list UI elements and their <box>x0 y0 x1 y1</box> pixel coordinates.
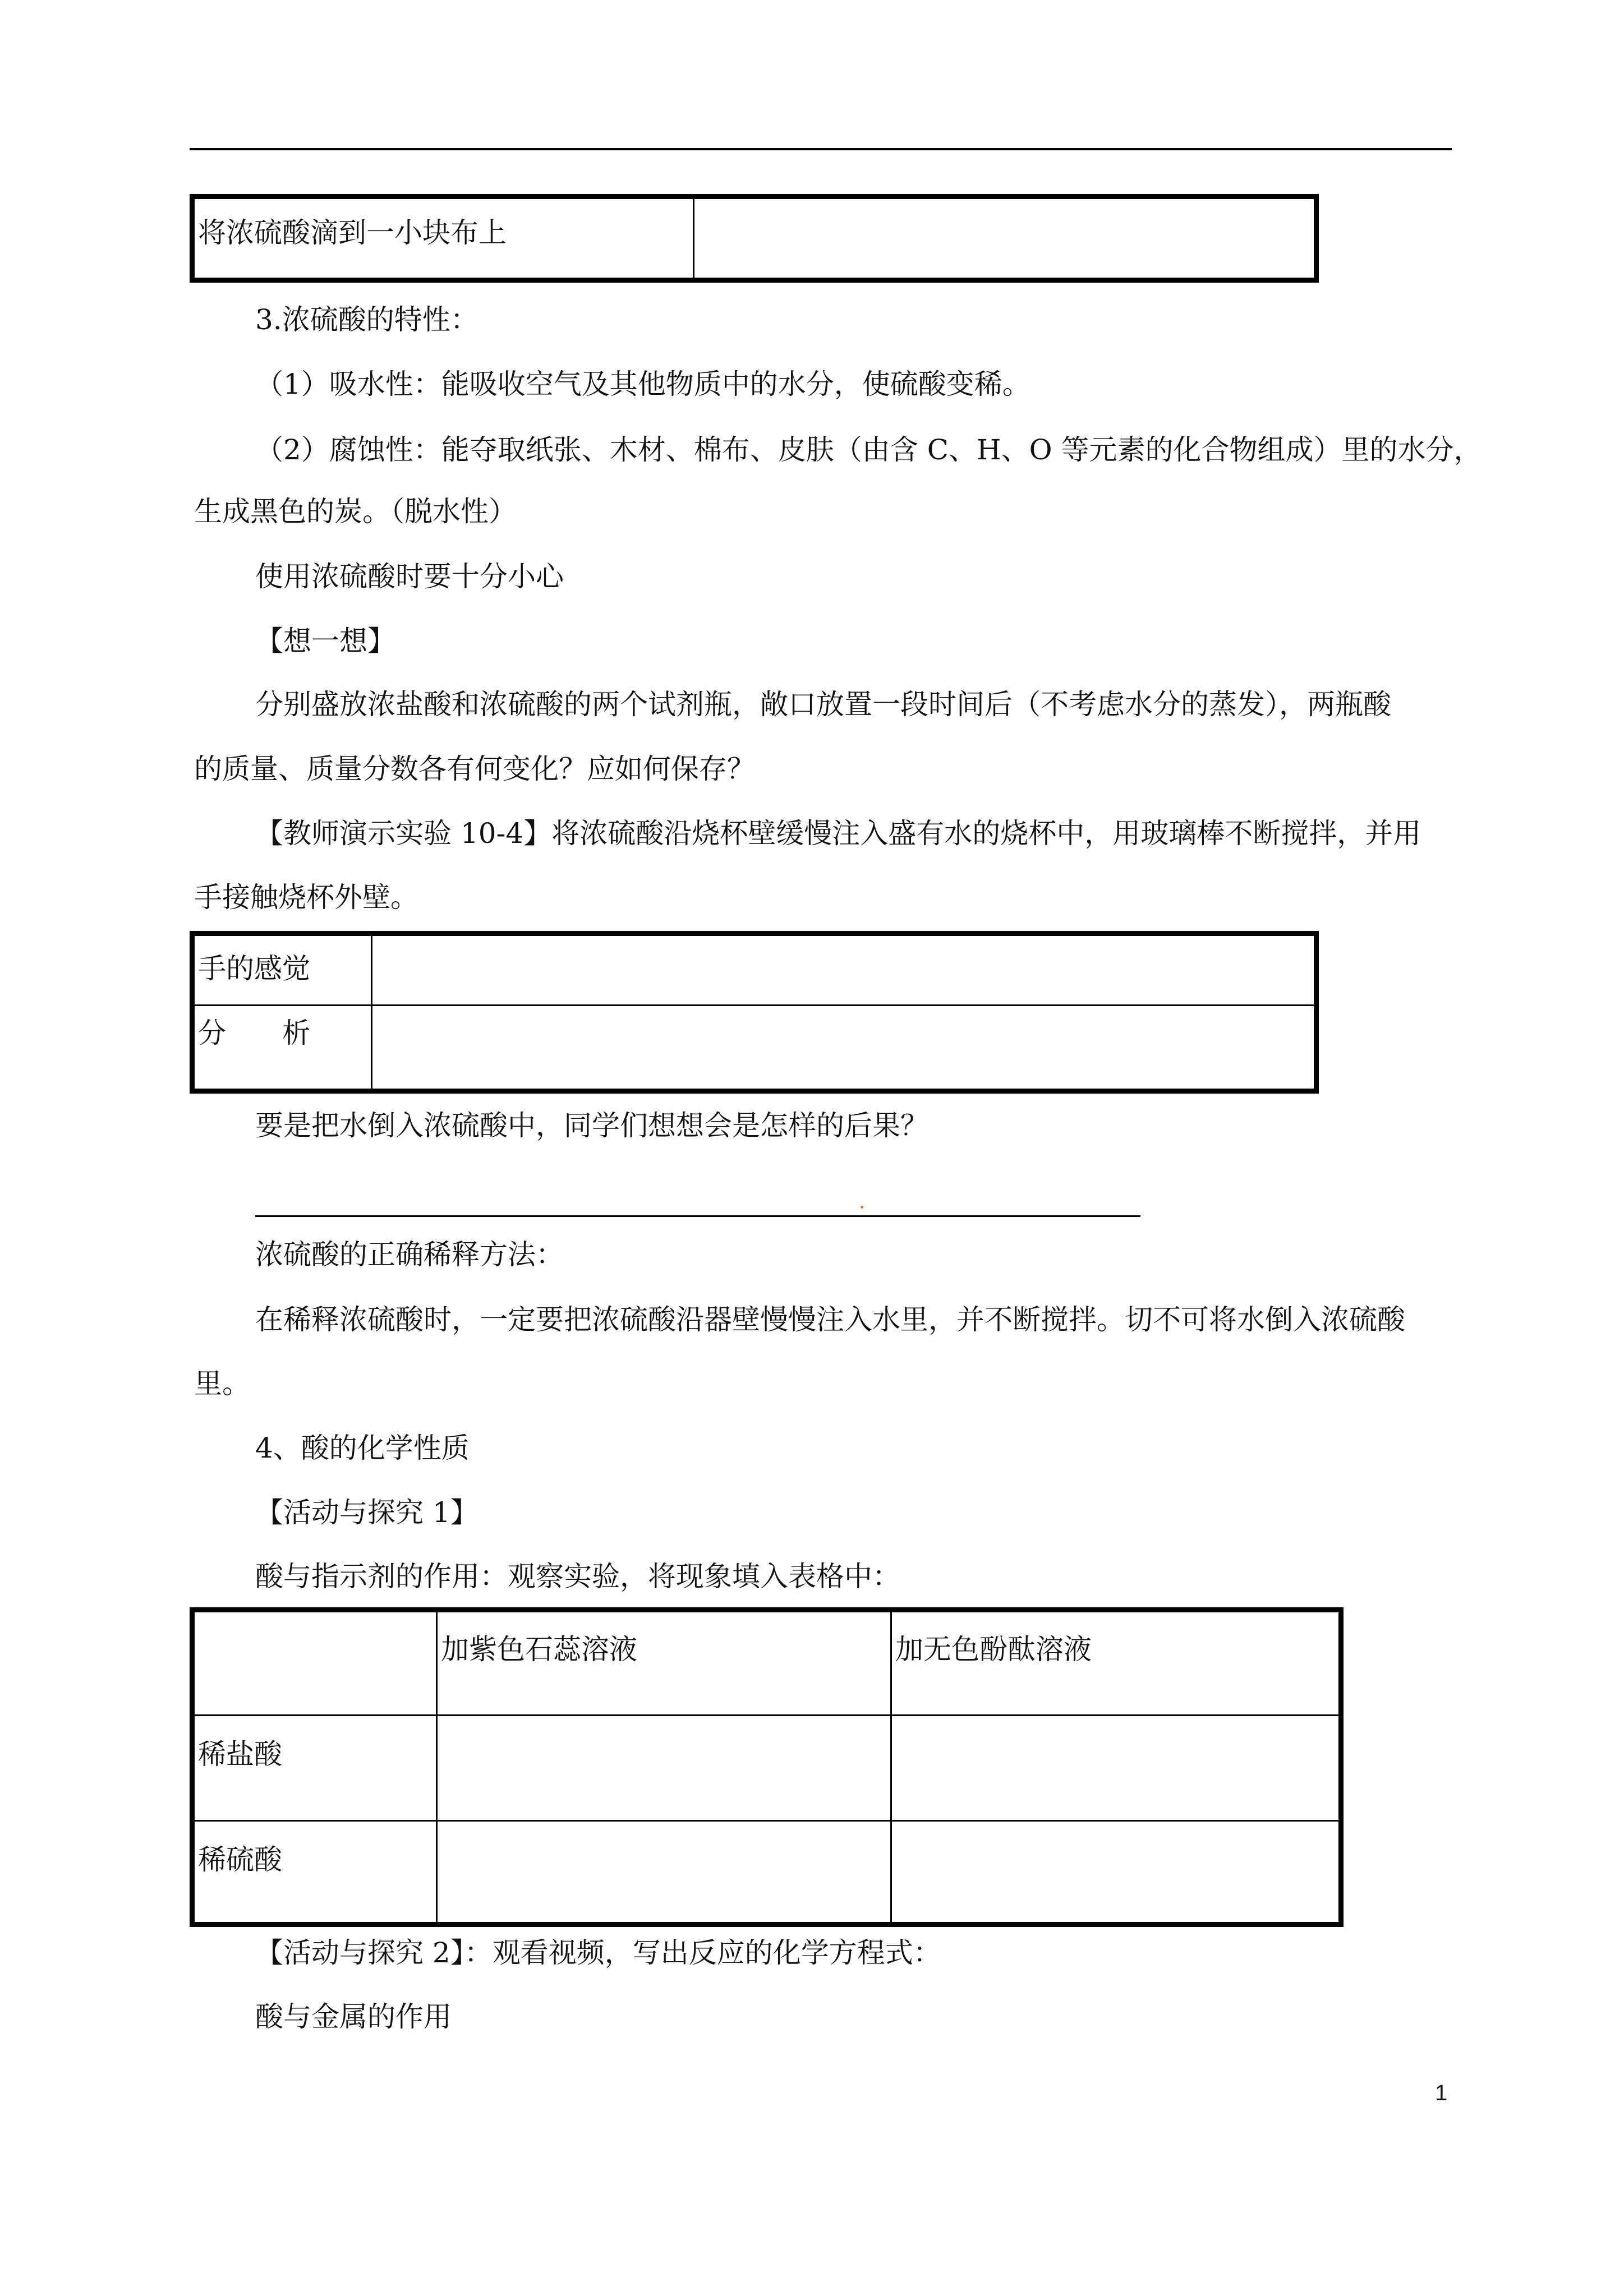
table-row <box>192 1821 1341 1925</box>
stray-mark <box>861 1206 863 1209</box>
analysis-label: 分 析 <box>192 1006 372 1091</box>
dilution-text-line2: 里。 <box>194 1367 250 1400</box>
cell-hcl-phenolphthalein <box>891 1716 1341 1821</box>
row-label-h2so4: 稀硫酸 <box>192 1821 437 1925</box>
think-text-line2: 的质量、质量分数各有何变化？应如何保存？ <box>194 753 755 785</box>
hand-feeling-cell <box>372 934 1317 1006</box>
header-rule <box>190 148 1452 150</box>
demo-text-line2: 手接触烧杯外壁。 <box>194 881 418 914</box>
dilution-title: 浓硫酸的正确稀释方法： <box>255 1238 564 1271</box>
activity2-text: 【活动与探究 2】：观看视频，写出反应的化学方程式： <box>255 1937 941 1969</box>
cell-h2so4-phenolphthalein <box>891 1821 1341 1925</box>
cell-hcl-litmus <box>437 1716 891 1821</box>
acid-metal-text: 酸与金属的作用 <box>255 2000 452 2033</box>
question-text: 要是把水倒入浓硫酸中，同学们想想会是怎样的后果？ <box>255 1109 928 1142</box>
caution-text: 使用浓硫酸时要十分小心 <box>255 560 564 593</box>
page-number: 1 <box>1435 2081 1448 2105</box>
table-header-row <box>192 1610 1341 1716</box>
activity1-title: 【活动与探究 1】 <box>255 1496 479 1529</box>
indicator-table <box>190 1607 1344 1927</box>
row-label-hcl: 稀盐酸 <box>192 1716 437 1821</box>
table-row <box>192 934 1317 1006</box>
hand-feeling-label: 手的感觉 <box>192 934 372 1006</box>
table-row <box>192 1006 1317 1091</box>
header-phenolphthalein: 加无色酚酞溶液 <box>891 1610 1341 1716</box>
analysis-cell <box>372 1006 1317 1091</box>
cloth-experiment-result-cell <box>694 197 1317 280</box>
think-title: 【想一想】 <box>255 625 395 657</box>
hygroscopic-text: （1）吸水性：能吸收空气及其他物质中的水分，使硫酸变稀。 <box>255 368 1030 400</box>
hand-feeling-table <box>190 931 1319 1094</box>
cloth-experiment-table <box>190 194 1319 283</box>
corrosive-text-line1: （2）腐蚀性：能夺取纸张、木材、棉布、皮肤（由含 C、H、O 等元素的化合物组成）里的水分， <box>255 434 1482 466</box>
think-text-line1: 分别盛放浓盐酸和浓硫酸的两个试剂瓶，敞口放置一段时间后（不考虑水分的蒸发），两瓶酸 <box>255 688 1391 721</box>
answer-line <box>255 1215 1140 1217</box>
demo-text-line1: 【教师演示实验 10-4】将浓硫酸沿烧杯壁缓慢注入盛有水的烧杯中，用玻璃棒不断搅拌，并用 <box>255 817 1421 850</box>
header-empty-cell <box>192 1610 437 1716</box>
cloth-experiment-label: 将浓硫酸滴到一小块布上 <box>192 197 694 280</box>
corrosive-text-line2: 生成黑色的炭。（脱水性） <box>194 495 517 528</box>
section3-heading: 3.浓硫酸的特性： <box>255 303 479 336</box>
dilution-text-line1: 在稀释浓硫酸时，一定要把浓硫酸沿器壁慢慢注入水里，并不断搅拌。切不可将水倒入浓硫酸 <box>255 1303 1405 1336</box>
section4-heading: 4、酸的化学性质 <box>255 1432 470 1464</box>
header-litmus: 加紫色石蕊溶液 <box>437 1610 891 1716</box>
cell-h2so4-litmus <box>437 1821 891 1925</box>
activity1-desc: 酸与指示剂的作用：观察实验，将现象填入表格中： <box>255 1560 900 1593</box>
table-row <box>192 1716 1341 1821</box>
